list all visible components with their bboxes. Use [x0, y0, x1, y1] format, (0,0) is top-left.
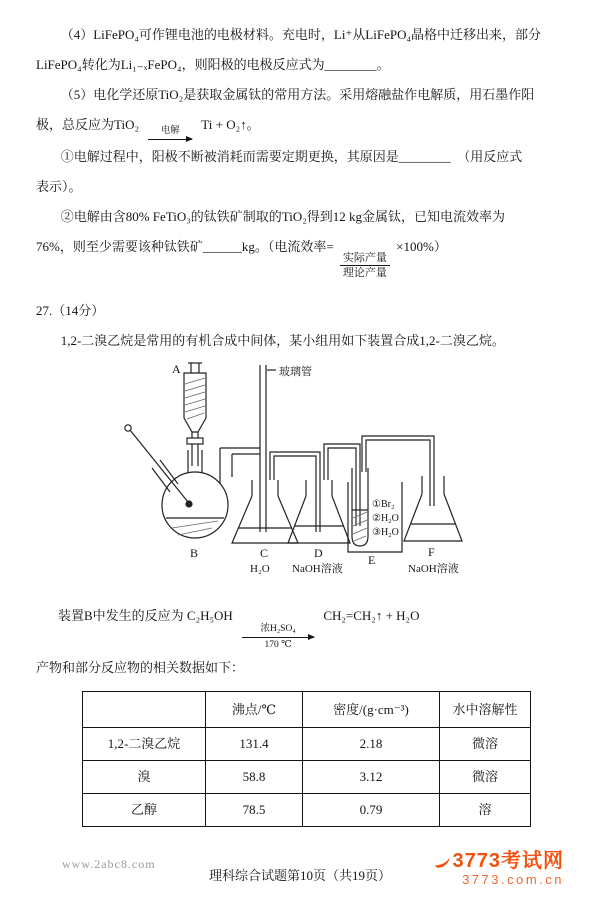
site-logo-icon — [432, 852, 451, 868]
cell-substance: 溴 — [83, 761, 206, 794]
site-url: 3773.com.cn — [462, 872, 564, 887]
label-e-item-3: ③H₂O — [372, 527, 399, 538]
cell-boiling-point: 58.8 — [206, 761, 303, 794]
label-b: B — [190, 546, 199, 560]
q5-sub1-line-1: ①电解过程中，阳极不断被消耗而需要定期更换，其原因是________ （用反应式 — [60, 149, 523, 164]
q5-sub2-line-2 — [36, 232, 568, 280]
table-row — [83, 761, 531, 794]
apparatus-diagram — [100, 360, 540, 582]
flask-c — [232, 480, 298, 543]
condition-below: 170 ℃ — [264, 640, 292, 650]
table-row — [83, 794, 531, 827]
site-watermark — [434, 850, 565, 888]
tube-d-to-e — [324, 444, 360, 526]
table-intro: 产物和部分反应物的相关数据如下： — [36, 660, 245, 675]
label-glass-tube: 玻璃管 — [279, 366, 312, 378]
arrow-shaft — [148, 139, 192, 140]
label-a: A — [172, 362, 181, 376]
q5-line-1: （5）电化学还原TiO₂是获取金属钛的常用方法。采用熔融盐作电解质，用石墨作阳 — [60, 87, 535, 102]
q5-line-2 — [36, 110, 568, 142]
fraction-denominator: 理论产量 — [342, 267, 387, 279]
label-c: C — [260, 546, 269, 560]
equation-prefix: 装置B中发生的反应为 — [58, 608, 184, 623]
electrolysis-arrow-label: 电解 — [160, 126, 180, 136]
header-substance — [83, 692, 206, 728]
page-number-label: 理科综合试题第10页（共19页） — [208, 868, 391, 883]
fraction-numerator: 实际产量 — [340, 251, 390, 266]
left-watermark: www.2abc8.com — [62, 857, 156, 871]
label-d: D — [314, 546, 323, 560]
q5-sub2-post: ×100%） — [396, 239, 447, 254]
cell-density: 3.12 — [303, 761, 440, 794]
q5-sub1-line-2: 表示）。 — [36, 179, 82, 194]
label-e: E — [368, 553, 376, 567]
q5-reaction-pre: 极，总反应为TiO₂ — [36, 117, 140, 132]
q5-sub2-line-1: ②电解由含80% FeTiO₃的钛铁矿制取的TiO₂得到12 kg金属钛，已知电流效率为 — [60, 209, 506, 224]
cell-density: 2.18 — [303, 728, 440, 761]
cell-solubility: 溶 — [440, 794, 531, 827]
dropping-funnel-a — [184, 363, 206, 466]
header-density: 密度/(g·cm⁻³) — [303, 692, 440, 728]
label-f-sub: NaOH溶液 — [408, 563, 459, 575]
electrolysis-arrow — [148, 126, 192, 142]
tube-e-to-f — [362, 436, 434, 506]
question-27-heading: 27.（14分） — [36, 303, 105, 318]
equation-reactant: C₂H₅OH — [186, 608, 233, 623]
equation-line — [36, 601, 568, 651]
q5-sub2-pre: 76%，则至少需要该种钛铁矿______kg。（电流效率= — [36, 239, 334, 254]
glass-tube — [260, 365, 276, 532]
q5-reaction-post: Ti + O₂↑。 — [201, 117, 260, 132]
site-name: 3773考试网 — [452, 850, 564, 872]
label-e-item-2: ②H₂O — [372, 513, 399, 524]
cell-substance: 1,2-二溴乙烷 — [83, 728, 206, 761]
arrow-shaft — [242, 637, 314, 638]
table-row — [83, 728, 531, 761]
reaction-condition-arrow — [242, 624, 314, 651]
q4-line-2: LiFePO₄转化为Li₁₋ₓFePO₄，则阳极的电极反应式为________。 — [36, 57, 390, 72]
header-solubility: 水中溶解性 — [440, 692, 531, 728]
cell-substance: 乙醇 — [83, 794, 206, 827]
equation-product: CH₂=CH₂↑ + H₂O — [323, 608, 420, 623]
header-boiling-point: 沸点/℃ — [206, 692, 303, 728]
label-e-item-1: ①Br₂ — [372, 499, 395, 510]
cell-density: 0.79 — [303, 794, 440, 827]
q4-line-1: （4）LiFePO₄可作锂电池的电极材料。充电时，Li⁺从LiFePO₄晶格中迁移出来，部分 — [60, 27, 542, 42]
current-efficiency-fraction — [340, 251, 390, 280]
question-27-intro: 1,2-二溴乙烷是常用的有机合成中间体，某小组用如下装置合成1,2-二溴乙烷。 — [60, 333, 505, 348]
label-d-sub: NaOH溶液 — [292, 563, 343, 575]
properties-table — [82, 691, 531, 827]
thermometer — [125, 425, 192, 507]
flask-b — [152, 448, 260, 538]
label-f: F — [428, 545, 435, 559]
apparatus-diagram-wrap — [100, 360, 568, 593]
cell-solubility: 微溶 — [440, 761, 531, 794]
flask-f — [404, 476, 462, 541]
cell-boiling-point: 131.4 — [206, 728, 303, 761]
cell-solubility: 微溶 — [440, 728, 531, 761]
condition-above: 浓H₂SO₄ — [260, 624, 296, 634]
cell-boiling-point: 78.5 — [206, 794, 303, 827]
label-c-sub: H₂O — [250, 563, 270, 575]
table-header-row — [83, 692, 531, 728]
flask-d — [288, 480, 350, 543]
